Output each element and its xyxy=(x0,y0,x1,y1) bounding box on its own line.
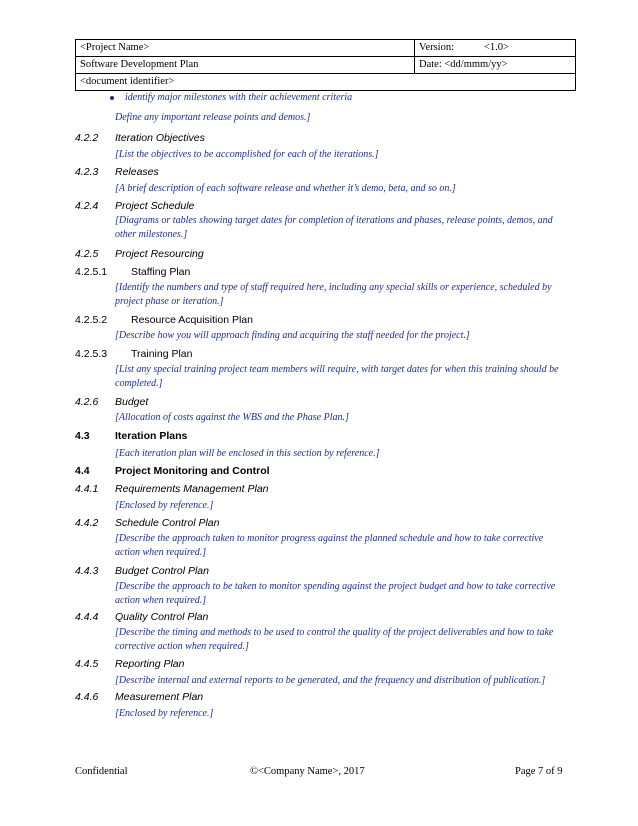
section-description: [Identify the numbers and type of staff required here, including any special skills or experience, scheduled by project phase or iteration.] xyxy=(115,282,552,307)
section-description: [Allocation of costs against the WBS and the Phase Plan.] xyxy=(115,412,349,423)
footer-confidential: Confidential xyxy=(75,766,128,777)
section-title: Quality Control Plan xyxy=(115,611,209,623)
section-number: 4.2.6 xyxy=(75,396,99,408)
section-title: Training Plan xyxy=(131,348,193,360)
section-number: 4.2.3 xyxy=(75,166,99,178)
document-header xyxy=(75,39,576,91)
section-number: 4.4.6 xyxy=(75,691,99,703)
section-number: 4.2.5.1 xyxy=(75,266,108,278)
section-number: 4.2.5.3 xyxy=(75,348,108,360)
version-value: <1.0> xyxy=(484,42,509,53)
section-number: 4.4.2 xyxy=(75,517,99,529)
bullet-icon xyxy=(110,96,114,100)
project-name: <Project Name> xyxy=(76,40,415,57)
section-number: 4.2.4 xyxy=(75,200,99,212)
version-cell xyxy=(415,40,576,57)
section-description: [Enclosed by reference.] xyxy=(115,708,214,719)
version-label: Version: xyxy=(419,42,454,53)
section-description: [Enclosed by reference.] xyxy=(115,500,214,511)
section-title: Iteration Plans xyxy=(115,430,188,442)
date-cell: Date: <dd/mmm/yy> xyxy=(415,57,576,74)
section-description: [Each iteration plan will be enclosed in this section by reference.] xyxy=(115,448,380,459)
section-description: [List any special training project team members will require, with target dates for when this training should be completed.] xyxy=(115,364,559,389)
section-description: [Describe how you will approach finding and acquiring the staff needed for the project.] xyxy=(115,330,470,341)
section-description: [A brief description of each software release and whether it’s demo, beta, and so on.] xyxy=(115,183,456,194)
section-description: [Describe the timing and methods to be used to control the quality of the project deliverables and how to take corrective action when required.] xyxy=(115,627,554,652)
section-title: Resource Acquisition Plan xyxy=(131,314,253,326)
section-title: Requirements Management Plan xyxy=(115,483,269,495)
footer-copyright: ©<Company Name>, 2017 xyxy=(250,766,365,777)
section-description: [List the objectives to be accomplished for each of the iterations.] xyxy=(115,149,379,160)
section-title: Iteration Objectives xyxy=(115,132,205,144)
doc-identifier: <document identifier> xyxy=(76,74,576,91)
section-title: Releases xyxy=(115,166,159,178)
section-description: [Describe the approach to be taken to monitor spending against the project budget and how to take corrective action when required.] xyxy=(115,581,556,606)
section-description: [Describe internal and external reports to be generated, and the frequency and distribution of publication.] xyxy=(115,675,546,686)
section-number: 4.4.5 xyxy=(75,658,99,670)
section-number: 4.4.1 xyxy=(75,483,99,495)
intro-bullet: identify major milestones with their achievement criteria xyxy=(125,92,353,103)
section-number: 4.4.3 xyxy=(75,565,99,577)
section-number: 4.2.5.2 xyxy=(75,314,108,326)
section-title: Budget Control Plan xyxy=(115,565,209,577)
section-number: 4.4 xyxy=(75,465,90,477)
section-title: Staffing Plan xyxy=(131,266,191,278)
doc-title: Software Development Plan xyxy=(76,57,415,74)
intro-define: Define any important release points and demos.] xyxy=(115,112,311,123)
section-description: [Diagrams or tables showing target dates for completion of iterations and phases, release points, demos, and other milestones.] xyxy=(115,215,553,240)
section-title: Project Monitoring and Control xyxy=(115,465,270,477)
section-number: 4.3 xyxy=(75,430,90,442)
section-title: Measurement Plan xyxy=(115,691,204,703)
section-number: 4.2.5 xyxy=(75,248,99,260)
section-number: 4.2.2 xyxy=(75,132,99,144)
section-title: Project Resourcing xyxy=(115,248,204,260)
section-title: Project Schedule xyxy=(115,200,195,212)
section-title: Budget xyxy=(115,396,149,408)
footer-page-number: Page 7 of 9 xyxy=(515,766,563,777)
section-title: Reporting Plan xyxy=(115,658,185,670)
section-title: Schedule Control Plan xyxy=(115,517,220,529)
section-description: [Describe the approach taken to monitor progress against the planned schedule and how to take corrective action when required.] xyxy=(115,533,544,558)
section-number: 4.4.4 xyxy=(75,611,99,623)
